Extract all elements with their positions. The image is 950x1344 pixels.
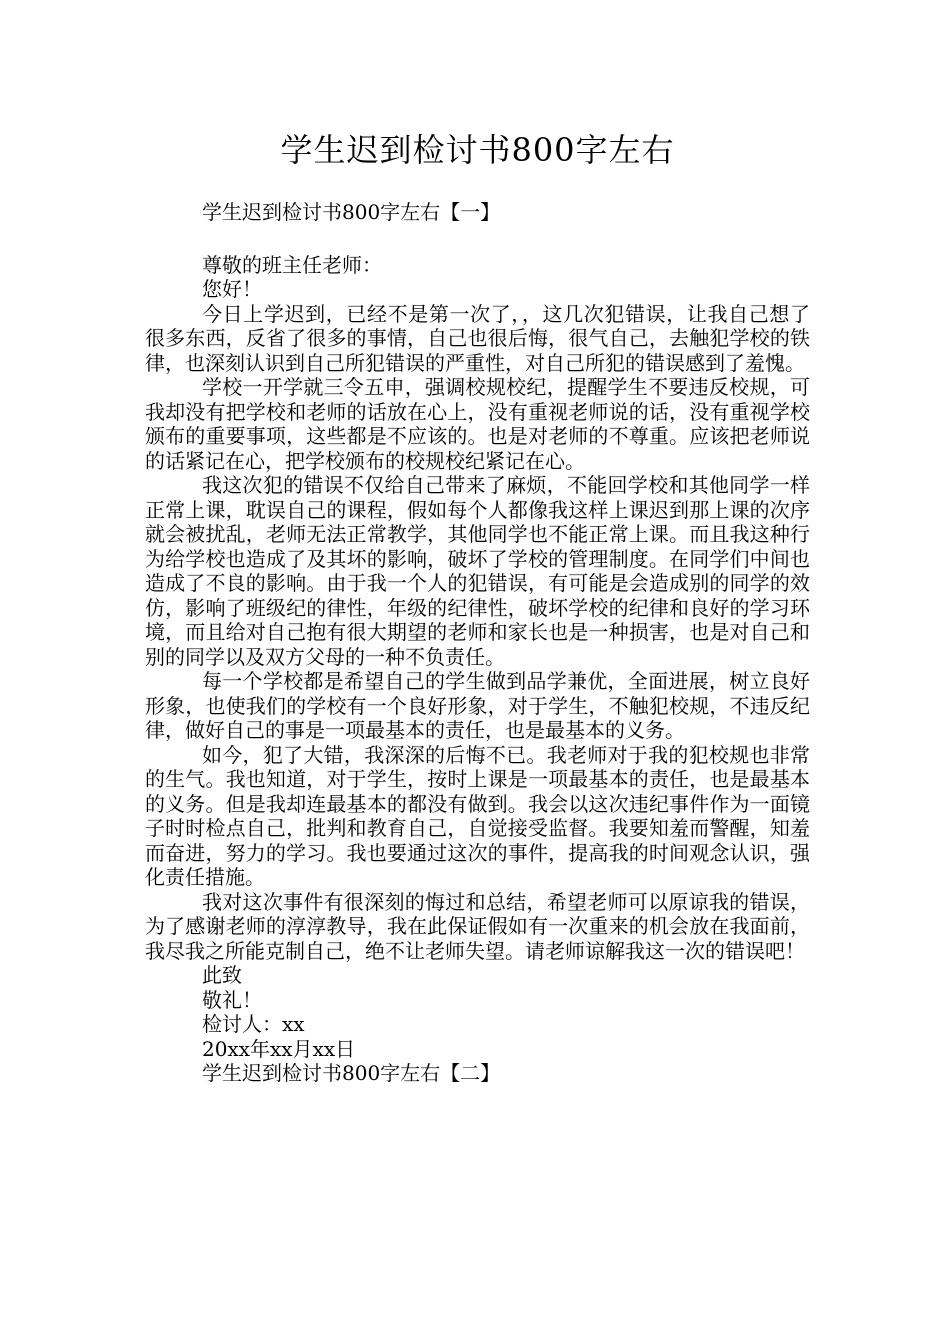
body-paragraph: 学校一开学就三令五申，强调校规校纪，提醒学生不要违反校规，可我却没有把学校和老师的话放在心上，没有重视老师说的话，没有重视学校颁布的重要事项，这些都是不应该的。也是对老师的不尊重。应该把老师说的话紧记在心，把学校颁布的校规校纪紧记在心。 (145, 375, 810, 473)
document-page (145, 128, 810, 1086)
date-line: 20xx年xx月xx日 (202, 1036, 356, 1061)
body-paragraph: 每一个学校都是希望自己的学生做到品学兼优，全面进展，树立良好形象，也使我们的学校有一个良好形象，对于学生，不触犯校规，不违反纪律，做好自己的事是一项最基本的责任，也是最基本的义务。 (145, 669, 810, 742)
body-paragraph: 我这次犯的错误不仅给自己带来了麻烦，不能回学校和其他同学一样正常上课，耽误自己的课程，假如每个人都像我这样上课迟到那上课的次序就会被扰乱，老师无法正常教学，其他同学也不能正常上课。而且我这种行为给学校也造成了及其坏的影响，破坏了学校的管理制度。在同学们中间也造成了不良的影响。由于我一个人的犯错误，有可能是会造成别的同学的效仿，影响了班级纪的律性，年级的纪律性，破坏学校的纪律和良好的学习环境，而且给对自己抱有很大期望的老师和家长也是一种损害，也是对自己和别的同学以及双方父母的一种不负责任。 (145, 473, 810, 669)
closing-salute: 敬礼！ (202, 987, 262, 1012)
body-paragraph: 我对这次事件有很深刻的悔过和总结，希望老师可以原谅我的错误，为了感谢老师的淳淳教导，我在此保证假如有一次重来的机会放在我面前，我尽我之所能克制自己，绝不让老师失望。请老师谅解我这一次的错误吧！ (145, 889, 810, 963)
section-heading-1: 学生迟到检讨书800字左右【一】 (202, 200, 501, 224)
closing-line: 此致 (202, 963, 242, 987)
signature: 检讨人：xx (202, 1012, 305, 1036)
section-heading-2: 学生迟到检讨书800字左右【二】 (202, 1061, 501, 1085)
greeting: 您好！ (202, 277, 262, 301)
document-title: 学生迟到检讨书800字左右 (280, 131, 675, 169)
body-paragraph: 今日上学迟到，已经不是第一次了，，这几次犯错误，让我自己想了很多东西，反省了很多的事情，自己也很后悔，很气自己，去触犯学校的铁律，也深刻认识到自己所犯错误的严重性，对自己所犯的错误感到了羞愧。 (145, 301, 810, 375)
body-paragraph: 如今，犯了大错，我深深的后悔不已。我老师对于我的犯校规也非常的生气。我也知道，对于学生，按时上课是一项最基本的责任，也是最基本的义务。但是我却连最基本的都没有做到。我会以这次违纪事件作为一面镜子时时检点自己，批判和教育自己，自觉接受监督。我要知羞而警醒，知羞而奋进，努力的学习。我也要通过这次的事件，提高我的时间观念认识，强化责任措施。 (145, 742, 810, 889)
salutation: 尊敬的班主任老师： (202, 252, 382, 277)
